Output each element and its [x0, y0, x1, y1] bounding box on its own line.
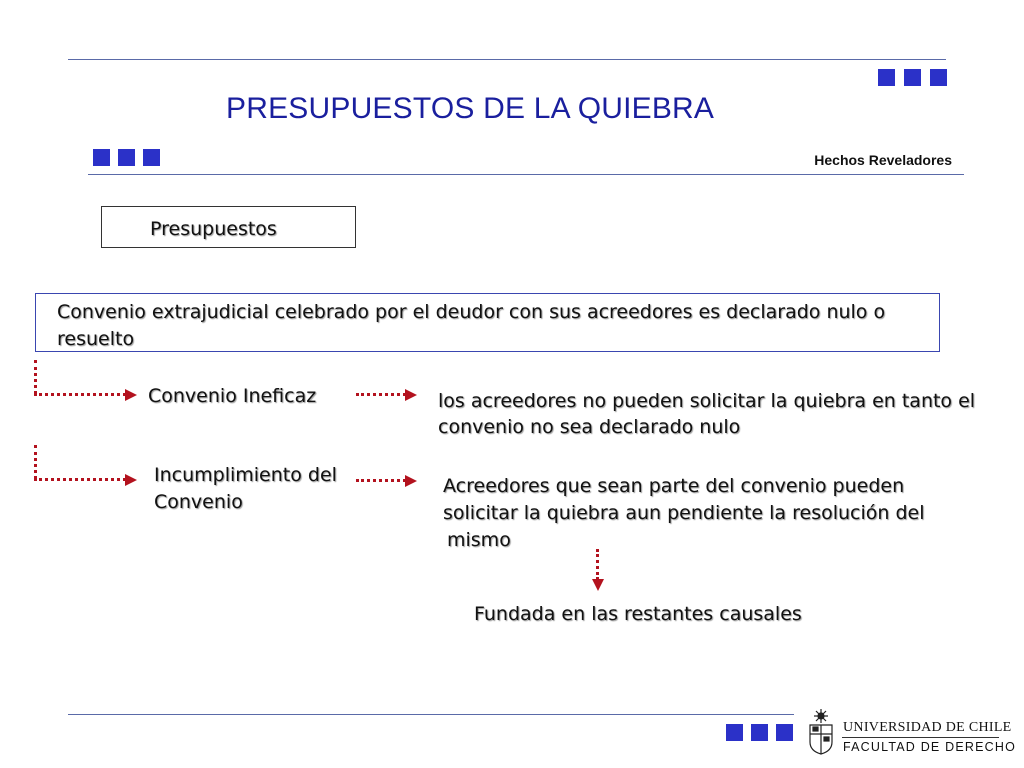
slide-subtitle: Hechos Reveladores — [814, 152, 952, 168]
title-square-2 — [118, 149, 135, 166]
convenio-line-1: Convenio extrajudicial celebrado por el deudor con sus acreedores es declarado nulo o — [57, 301, 886, 323]
title-square-1 — [93, 149, 110, 166]
branch-2-result-connector — [356, 479, 406, 482]
branch-1-result-connector — [356, 393, 406, 396]
down-connector — [596, 549, 599, 580]
branch-1-result-arrow-icon — [405, 389, 417, 401]
branch-2-result-arrow-icon — [405, 475, 417, 487]
branch-ineficaz-result-line-2: convenio no sea declarado nulo — [438, 416, 741, 438]
header-square-3 — [930, 69, 947, 86]
header-top-rule — [68, 59, 946, 60]
footer-rule — [68, 714, 794, 715]
footer-square-3 — [776, 724, 793, 741]
header-bottom-rule — [88, 174, 964, 175]
down-arrow-icon — [592, 579, 604, 591]
header-square-1 — [878, 69, 895, 86]
branch-2-horizontal-connector — [34, 478, 126, 481]
branch-incumplimiento-label-line-2: Convenio — [154, 491, 243, 513]
branch-1-horizontal-connector — [34, 393, 126, 396]
footer-square-2 — [751, 724, 768, 741]
branch-incumplimiento-result-line-3: mismo — [447, 529, 511, 551]
university-crest-icon — [805, 708, 837, 756]
title-square-3 — [143, 149, 160, 166]
presupuestos-label: Presupuestos — [150, 218, 277, 240]
branch-1-vertical-connector — [34, 360, 37, 394]
footer-logo-divider — [842, 737, 999, 738]
branch-incumplimiento-result-line-1: Acreedores que sean parte del convenio pueden — [443, 475, 905, 497]
header-square-2 — [904, 69, 921, 86]
university-name: UNIVERSIDAD DE CHILE — [843, 720, 1012, 735]
branch-2-arrow-icon — [125, 474, 137, 486]
footer-square-1 — [726, 724, 743, 741]
branch-ineficaz-label: Convenio Ineficaz — [148, 385, 317, 407]
sub-result-text: Fundada en las restantes causales — [474, 603, 802, 625]
branch-2-vertical-connector — [34, 445, 37, 479]
branch-incumplimiento-result-line-2: solicitar la quiebra aun pendiente la resolución del — [443, 502, 925, 524]
branch-ineficaz-result-line-1: los acreedores no pueden solicitar la quiebra en tanto el — [438, 390, 976, 412]
convenio-line-2: resuelto — [57, 328, 135, 350]
branch-incumplimiento-label-line-1: Incumplimiento del — [154, 464, 337, 486]
slide-title: PRESUPUESTOS DE LA QUIEBRA — [226, 92, 715, 125]
branch-1-arrow-icon — [125, 389, 137, 401]
faculty-name: FACULTAD DE DERECHO — [843, 740, 1017, 754]
